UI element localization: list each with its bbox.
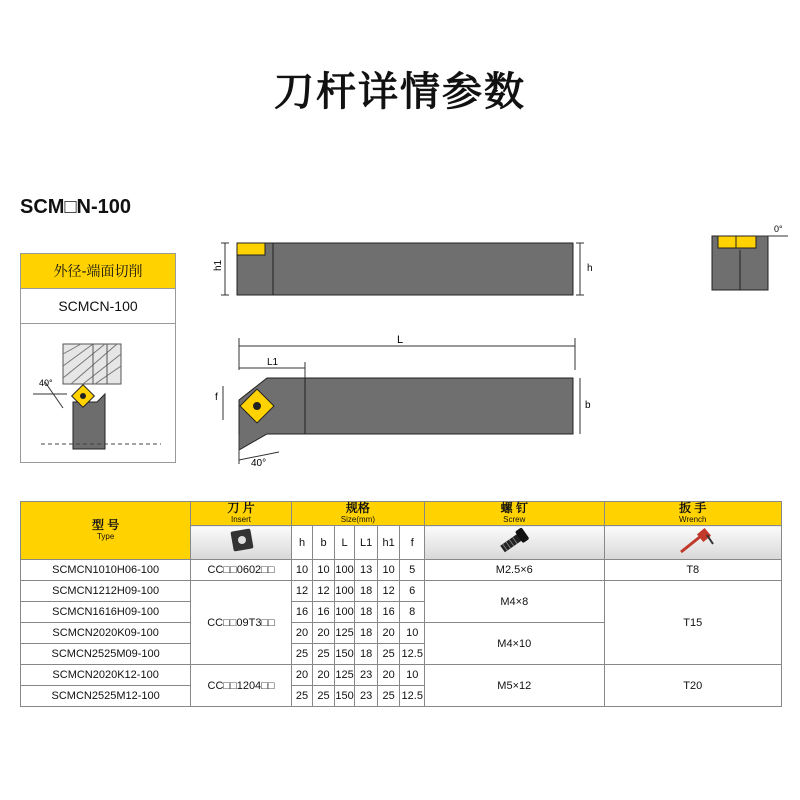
dim-col-h1: h1 — [377, 526, 400, 560]
dim-b-label: b — [585, 400, 591, 411]
screw-cell: M5×12 — [425, 665, 604, 707]
cell-L: 125 — [334, 665, 355, 686]
cell-b: 25 — [313, 644, 335, 665]
cell-f: 8 — [400, 602, 425, 623]
cell-h1: 20 — [377, 623, 400, 644]
cell-h: 10 — [291, 560, 313, 581]
type-cell: SCMCN2020K09-100 — [21, 623, 191, 644]
cell-b: 20 — [313, 665, 335, 686]
header-insert: 刀 片 Insert — [191, 502, 292, 526]
cell-L1: 23 — [355, 686, 378, 707]
model-code: SCM□N-100 — [20, 196, 131, 218]
type-cell: SCMCN2525M12-100 — [21, 686, 191, 707]
dim-col-b: b — [313, 526, 335, 560]
cell-b: 12 — [313, 581, 335, 602]
dim-col-f: f — [400, 526, 425, 560]
header-screw: 螺 钉 Screw — [425, 502, 604, 526]
header-size: 规格 Size(mm) — [291, 502, 424, 526]
cell-h1: 12 — [377, 581, 400, 602]
cell-L1: 18 — [355, 644, 378, 665]
holder-side-drawing — [205, 225, 605, 305]
wrench-cell: T20 — [604, 665, 781, 707]
cell-h1: 10 — [377, 560, 400, 581]
table-row — [21, 581, 782, 602]
wrench-icon — [604, 526, 781, 560]
type-cell: SCMCN1212H09-100 — [21, 581, 191, 602]
type-cell: SCMCN2525M09-100 — [21, 644, 191, 665]
dim-col-h: h — [291, 526, 313, 560]
cell-f: 12.5 — [400, 644, 425, 665]
type-cell: SCMCN1616H09-100 — [21, 602, 191, 623]
cell-L1: 18 — [355, 581, 378, 602]
wrench-cell: T8 — [604, 560, 781, 581]
cell-h: 16 — [291, 602, 313, 623]
dim-col-L1: L1 — [355, 526, 378, 560]
cell-b: 10 — [313, 560, 335, 581]
cell-h: 25 — [291, 644, 313, 665]
header-wrench: 扳 手 Wrench — [604, 502, 781, 526]
cell-L1: 13 — [355, 560, 378, 581]
cell-L: 100 — [334, 581, 355, 602]
cell-L1: 18 — [355, 602, 378, 623]
cell-h: 12 — [291, 581, 313, 602]
cell-L: 125 — [334, 623, 355, 644]
dim-col-L: L — [334, 526, 355, 560]
header-type: 型 号 Type — [21, 502, 191, 560]
insert-cell: CC□□09T3□□ — [191, 581, 292, 665]
application-panel — [20, 253, 176, 463]
side-angle-label: 40° — [39, 378, 53, 388]
screw-cell: M2.5×6 — [425, 560, 604, 581]
application-heading: 外径-端面切削 — [21, 254, 175, 289]
cell-L: 150 — [334, 644, 355, 665]
cell-L: 150 — [334, 686, 355, 707]
cell-h1: 16 — [377, 602, 400, 623]
screw-cell: M4×10 — [425, 623, 604, 665]
cell-f: 12.5 — [400, 686, 425, 707]
dim-L1-label: L1 — [267, 357, 279, 368]
table-row — [21, 560, 782, 581]
cell-h1: 25 — [377, 644, 400, 665]
cell-f: 10 — [400, 623, 425, 644]
wrench-cell: T15 — [604, 581, 781, 665]
cell-h1: 25 — [377, 686, 400, 707]
cell-h: 20 — [291, 623, 313, 644]
dim-angle-label: 40° — [251, 458, 267, 469]
cell-L: 100 — [334, 560, 355, 581]
cell-f: 5 — [400, 560, 425, 581]
dim-f-label: f — [215, 392, 218, 403]
screw-cell: M4×8 — [425, 581, 604, 623]
insert-icon — [191, 526, 292, 560]
zero-angle-label: 0° — [774, 224, 783, 234]
dim-L-label: L — [397, 334, 404, 346]
dim-h1-label: h1 — [213, 259, 224, 271]
type-cell: SCMCN2020K12-100 — [21, 665, 191, 686]
cell-f: 6 — [400, 581, 425, 602]
cell-h1: 20 — [377, 665, 400, 686]
page-title: 刀杆详情参数 — [274, 69, 526, 115]
type-cell: SCMCN1010H06-100 — [21, 560, 191, 581]
application-code: SCMCN-100 — [21, 289, 175, 324]
cell-b: 16 — [313, 602, 335, 623]
holder-end-drawing — [700, 222, 790, 294]
spec-table — [20, 501, 782, 707]
cell-b: 25 — [313, 686, 335, 707]
insert-cell: CC□□0602□□ — [191, 560, 292, 581]
cell-L1: 18 — [355, 623, 378, 644]
insert-cell: CC□□1204□□ — [191, 665, 292, 707]
cell-L: 100 — [334, 602, 355, 623]
screw-icon — [425, 526, 604, 560]
table-row — [21, 665, 782, 686]
dim-h-label: h — [587, 263, 593, 274]
cutting-diagram — [21, 324, 175, 462]
cell-L1: 23 — [355, 665, 378, 686]
cell-f: 10 — [400, 665, 425, 686]
cell-h: 20 — [291, 665, 313, 686]
holder-plan-drawing — [205, 330, 605, 470]
cell-b: 20 — [313, 623, 335, 644]
cell-h: 25 — [291, 686, 313, 707]
